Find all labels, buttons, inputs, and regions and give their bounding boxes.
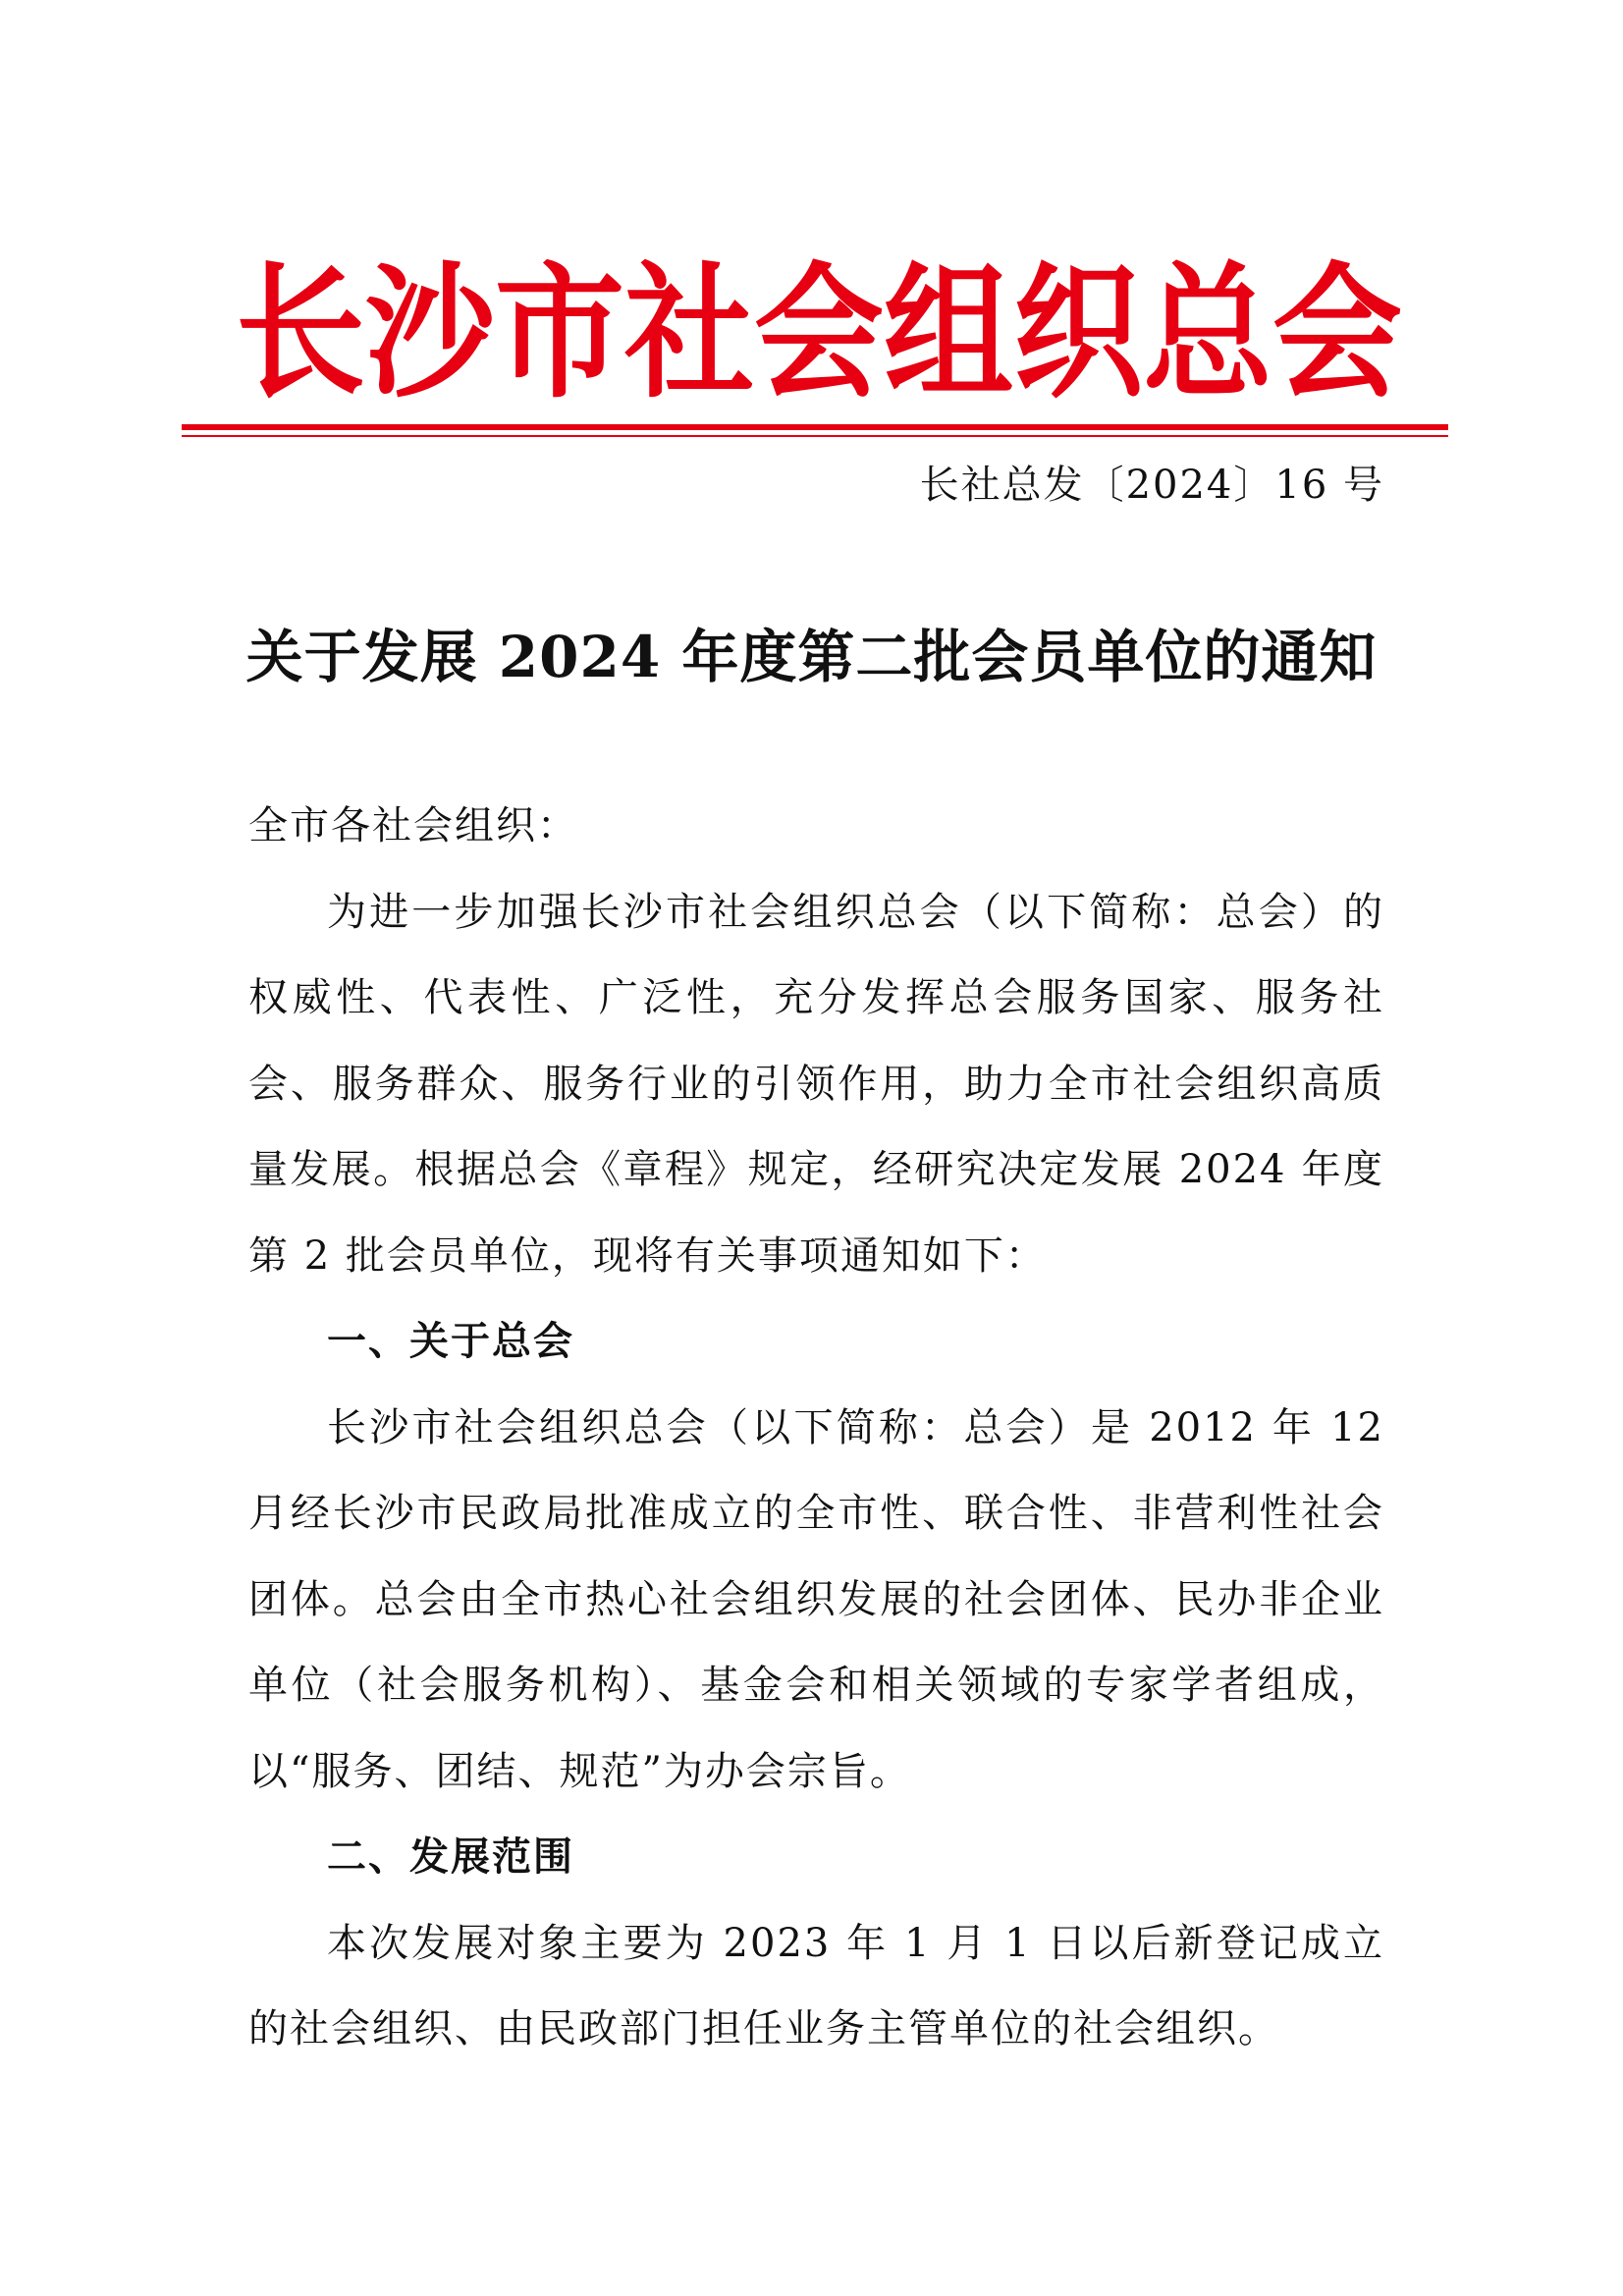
section-heading-scope: 二、发展范围 [327,1834,574,1880]
intro-paragraph: 为进一步加强长沙市社会组织总会（以下简称：总会）的权威性、代表性、广泛性，充分发挥总会服务国家、服务社会、服务群众、服务行业的引领作用，助力全市社会组织高质量发展。根据总会《章程》规定，经研究决定发展 2024 年度第 2 批会员单位，现将有关事项通知如下： [248,889,1384,1279]
document-title: 关于发展 2024 年度第二批会员单位的通知 [245,624,1378,690]
masthead-char: 会 [754,248,884,419]
masthead-char: 沙 [365,248,495,419]
masthead-char: 织 [1013,248,1143,419]
masthead-char: 社 [624,248,754,419]
red-divider-thin [182,435,1448,437]
masthead-char: 会 [1272,248,1402,419]
masthead-char: 总 [1143,248,1272,419]
section-body-about: 长沙市社会组织总会（以下简称：总会）是 2012 年 12 月经长沙市民政局批准成立的全市性、联合性、非营利性社会团体。总会由全市热心社会组织发展的社会团体、民办非企业单位（社会服务机构）、基金会和相关领域的专家学者组成，以“服务、团结、规范”为办会宗旨。 [248,1404,1384,1794]
masthead [236,248,1402,419]
document-number: 长社总发〔2024〕16 号 [919,463,1384,508]
masthead-char: 市 [495,248,624,419]
section-heading-about: 一、关于总会 [327,1319,574,1364]
section-body-scope: 本次发展对象主要为 2023 年 1 月 1 日以后新登记成立的社会组织、由民政部门担任业务主管单位的社会组织。 [248,1920,1384,2051]
masthead-char: 长 [236,248,365,419]
salutation: 全市各社会组织： [248,803,578,848]
red-divider-thick [182,424,1448,430]
masthead-char: 组 [884,248,1013,419]
document-body [248,784,1384,2073]
